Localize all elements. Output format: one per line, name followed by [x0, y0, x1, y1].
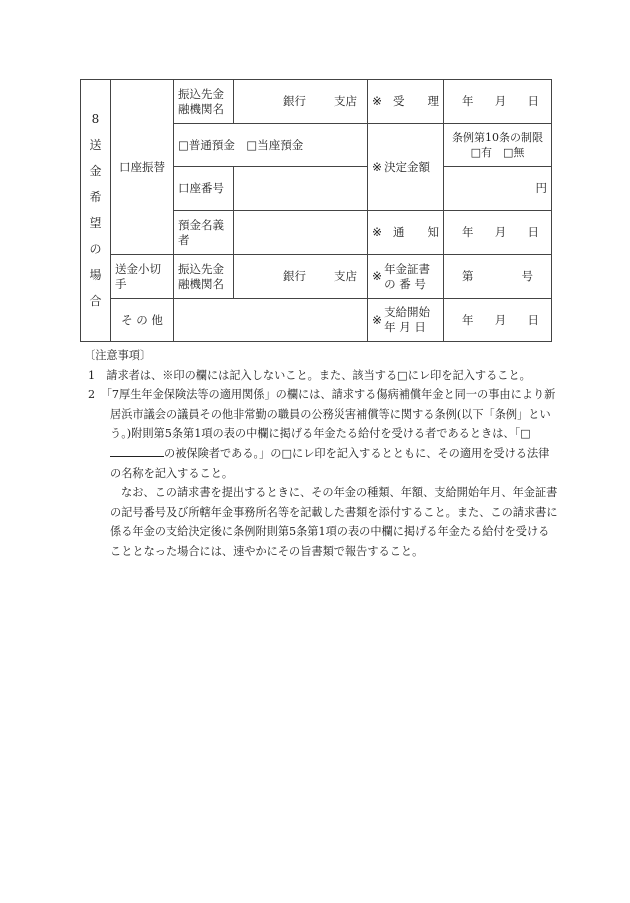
kome-mark: ※ — [372, 94, 383, 108]
section-char: の — [89, 242, 102, 256]
bank-field[interactable] — [234, 80, 368, 124]
section-char: 合 — [89, 294, 102, 308]
furikomi-label-line: 融機関名 — [178, 276, 224, 291]
date-month: 月 — [494, 312, 507, 327]
remittance-table — [80, 79, 552, 342]
shosho-line: 年金証書 — [384, 261, 431, 276]
account-number-field[interactable] — [234, 167, 368, 211]
amount-field[interactable]: 円 — [444, 167, 552, 211]
table-row — [81, 255, 552, 299]
kome-mark: ※ — [372, 225, 383, 239]
meigi-line: 預金名義 — [178, 217, 224, 232]
date-year: 年 — [462, 225, 474, 239]
bank-field[interactable] — [234, 255, 368, 299]
sonota-label: そ の 他 — [111, 299, 174, 342]
table-row — [81, 80, 552, 124]
meigi-line: 者 — [178, 232, 190, 247]
section-char: 場 — [89, 268, 102, 282]
furikomi-label-line: 振込先金 — [178, 86, 224, 101]
tsuchi-label — [368, 211, 444, 255]
furikomi-label — [174, 255, 234, 299]
ginko-label: 銀行 — [283, 269, 306, 283]
koza-furikae-label: 口座振替 — [111, 80, 174, 255]
date-year: 年 — [462, 312, 474, 327]
note-item-2 — [88, 385, 558, 483]
account-type-field[interactable]: □普通預金 □当座預金 — [174, 124, 368, 167]
sokin-kogitte-label — [111, 255, 174, 299]
juri-date-field[interactable] — [444, 80, 552, 124]
note-item-2-text: 2 「7厚生年金保険法等の適用関係」の欄には、請求する傷病補償年金と同一の事由により新居浜市議会の議員その他非常勤の職員の公務災害補償等に関する条例(以下「条例」という。)附則第5条第1項の表の中欄に掲げる年金たる給付を受ける者であるときは、「□ — [88, 388, 556, 441]
meigi-label — [174, 211, 234, 255]
ginko-label: 銀行 — [283, 94, 306, 108]
jorei-restriction-field[interactable] — [444, 124, 552, 167]
kome-mark: ※ — [372, 269, 383, 283]
note-item-2-text-cont: の被保険者である。」の□にレ印を記入するとともに、その適用を受ける法律の名称を記入すること。 — [110, 446, 550, 480]
section-char: 金 — [89, 164, 102, 178]
sokin-line: 送金小切 — [115, 261, 161, 276]
juri-text: 受 理 — [393, 94, 439, 108]
shiten-label: 支店 — [334, 94, 357, 108]
date-year: 年 — [462, 94, 474, 108]
note-item-1: 1 請求者は、※印の欄には記入しないこと。また、該当する□にレ印を記入すること。 — [88, 368, 531, 382]
furikomi-label-line: 融機関名 — [178, 101, 224, 116]
shosho-number-field[interactable] — [444, 255, 552, 299]
kome-mark: ※ — [372, 312, 383, 327]
date-month: 月 — [494, 94, 507, 108]
kettei-kingaku-label — [368, 124, 444, 211]
kaishi-label — [368, 299, 444, 342]
kettei-kingaku-text: 決定金額 — [384, 159, 431, 174]
section-char: 送 — [89, 138, 102, 152]
date-month: 月 — [494, 225, 507, 239]
blank-line — [110, 445, 164, 457]
furikomi-label-line: 振込先金 — [178, 261, 224, 276]
furikomi-label — [174, 80, 234, 124]
kaishi-date-field[interactable] — [444, 299, 552, 342]
shosho-line: の 番 号 — [384, 276, 426, 291]
juri-label — [368, 80, 444, 124]
tsuchi-text: 通 知 — [393, 225, 439, 239]
shosho-bango-label — [368, 255, 444, 299]
shiten-label: 支店 — [334, 269, 357, 283]
go-label: 号 — [521, 269, 533, 283]
jorei-line: 条例第10条の制限 — [452, 131, 543, 144]
kome-mark: ※ — [372, 159, 383, 174]
other-field[interactable] — [174, 299, 368, 342]
notes-heading: 〔注意事項〕 — [84, 349, 152, 362]
table-row — [81, 299, 552, 342]
date-day: 日 — [527, 312, 539, 327]
kaishi-line: 年 月 日 — [384, 320, 426, 334]
date-day: 日 — [527, 94, 539, 108]
tsuchi-date-field[interactable] — [444, 211, 552, 255]
jorei-checkboxes: □有 □無 — [470, 146, 525, 159]
notes-section — [84, 346, 558, 562]
sokin-line: 手 — [115, 276, 127, 291]
account-holder-field[interactable] — [234, 211, 368, 255]
section-char: 8 — [91, 112, 100, 126]
section-char: 望 — [89, 216, 102, 230]
note-paragraph: なお、この請求書を提出するときに、その年金の種類、年額、支給開始年月、年金証書の記号番号及び所轄年金事務所名等を記載した書類を添付すること。また、この請求書に係る年金の支給決定後に条例附則第5条第1項の表の中欄に掲げる年金たる給付を受けることとなった場合には、速やかにその旨書類で報告すること。 — [110, 486, 558, 558]
kaishi-line: 支給開始 — [384, 305, 431, 319]
section-8-label — [81, 80, 111, 342]
koza-bango-label: 口座番号 — [174, 167, 234, 211]
dai-label: 第 — [462, 269, 474, 283]
section-char: 希 — [89, 190, 102, 204]
date-day: 日 — [527, 225, 539, 239]
